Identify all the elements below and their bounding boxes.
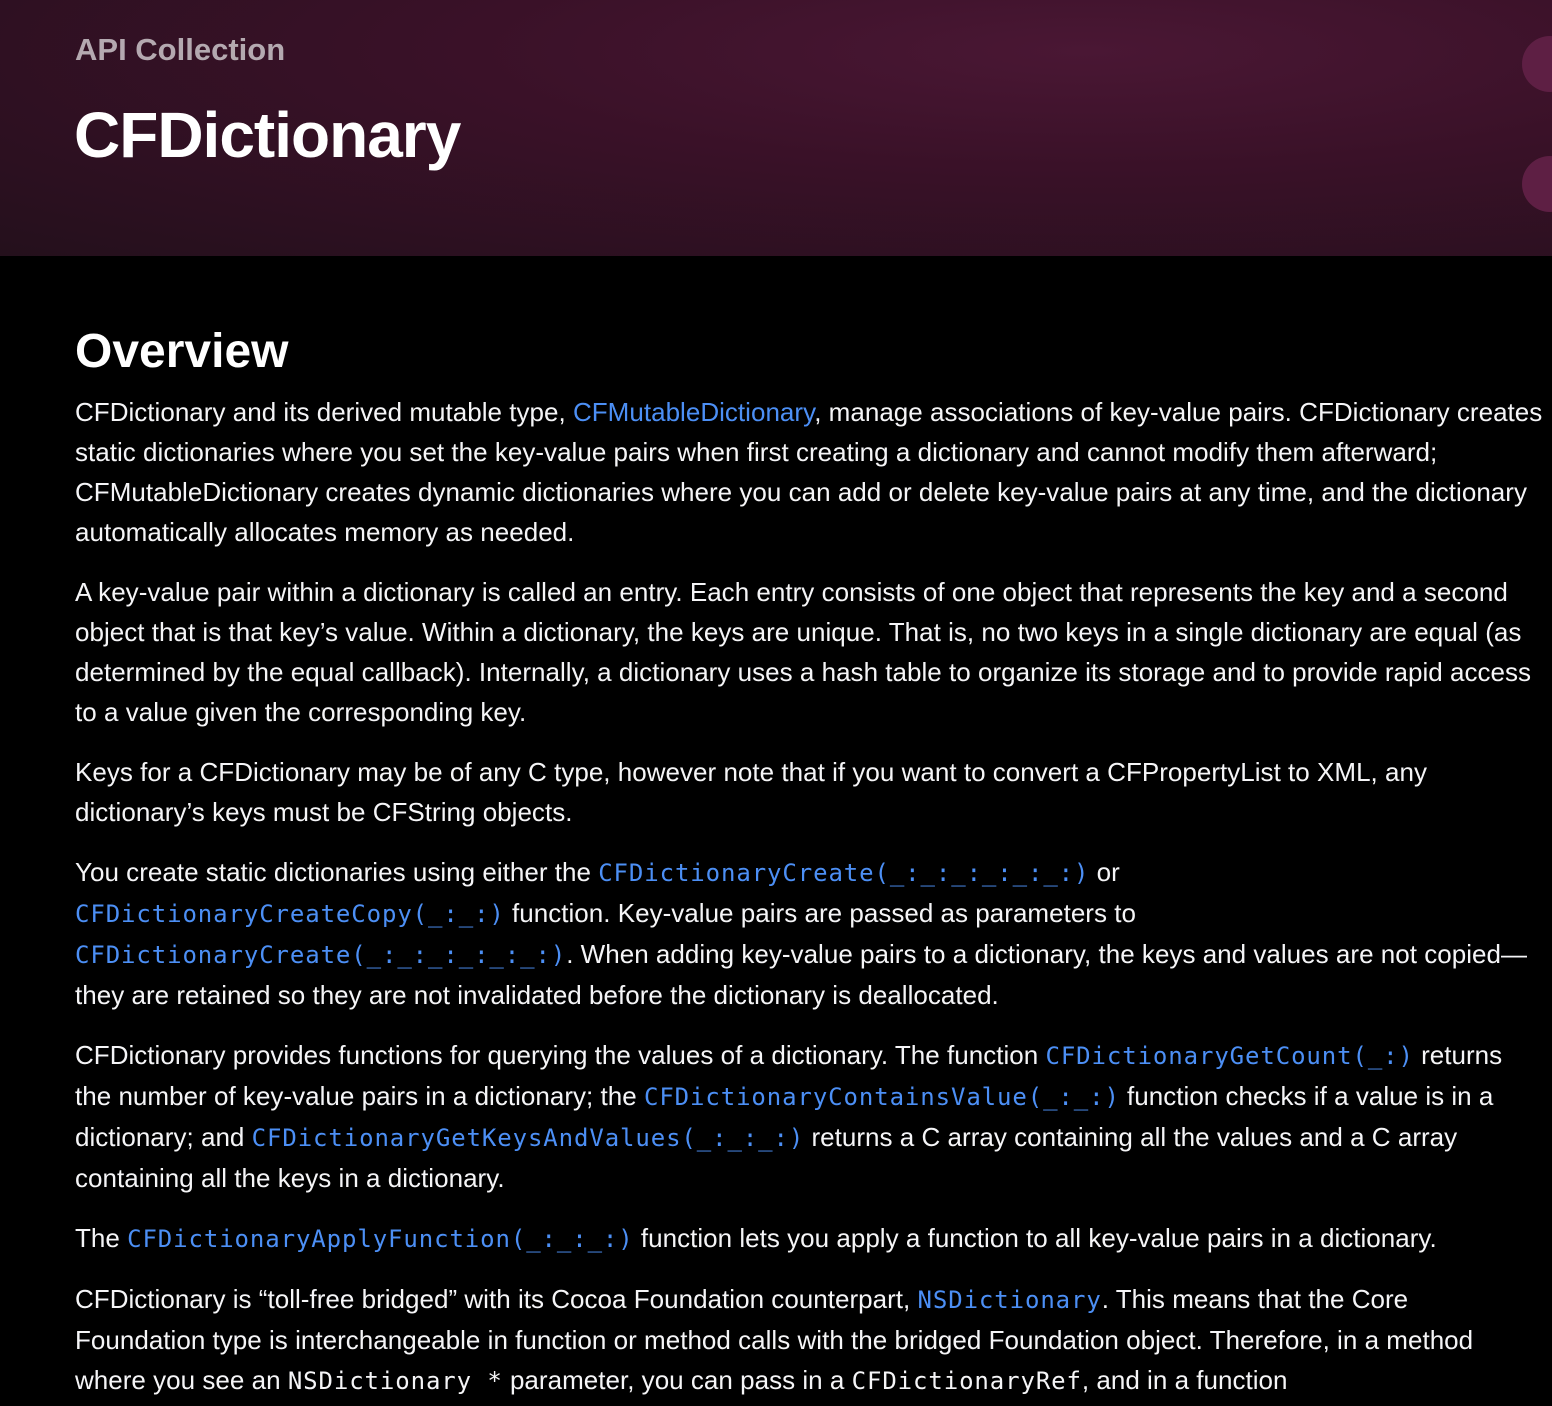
code-cfdictionarycreatecopy: CFDictionaryCreateCopy(_:_:) bbox=[75, 900, 505, 928]
link-cfdictionarycontainsvalue[interactable] bbox=[644, 1081, 1120, 1111]
decorative-circle-bottom bbox=[1522, 156, 1552, 212]
overview-paragraph-5 bbox=[75, 1035, 1545, 1198]
overview-paragraph-4 bbox=[75, 852, 1545, 1015]
text-span: . This means that the Core Foundation type is interchangeable in function or method calls with the bridged Foundation object. Therefore, in a method where you see an bbox=[75, 1284, 1474, 1395]
code-nsdictionary: NSDictionary bbox=[917, 1286, 1102, 1314]
text-span: function lets you apply a function to all key-value pairs in a dictionary. bbox=[633, 1223, 1437, 1253]
link-cfdictionarycreate-2[interactable] bbox=[75, 939, 566, 969]
text-span: CFDictionary provides functions for querying the values of a dictionary. The function bbox=[75, 1040, 1046, 1070]
page-title: CFDictionary bbox=[74, 99, 461, 171]
link-cfdictionarycreate[interactable] bbox=[598, 857, 1089, 887]
text-span: or bbox=[1089, 857, 1120, 887]
overview-paragraph-7 bbox=[75, 1279, 1545, 1401]
text-span: The bbox=[75, 1223, 128, 1253]
text-span: CFDictionary is “toll-free bridged” with its Cocoa Foundation counterpart, bbox=[75, 1284, 918, 1314]
text-span: function checks if a value is in a dictionary; and bbox=[75, 1081, 1494, 1152]
text-span: . When adding key-value pairs to a dictionary, the keys and values are not copied—they are retained so they are not invalidated before the dictionary is deallocated. bbox=[75, 939, 1527, 1010]
code-cfdictionarygetkeysandvalues: CFDictionaryGetKeysAndValues(_:_:_:) bbox=[251, 1124, 805, 1152]
link-cfdictionarycreatecopy[interactable] bbox=[75, 898, 505, 928]
overview-paragraph-1 bbox=[75, 392, 1545, 552]
code-cfdictionarycontainsvalue: CFDictionaryContainsValue(_:_:) bbox=[643, 1083, 1120, 1111]
text-span: returns the number of key-value pairs in a dictionary; the bbox=[75, 1040, 1503, 1111]
overview-paragraph-3: Keys for a CFDictionary may be of any C type, however note that if you want to convert a CFPropertyList to XML, any dictionary’s keys must be CFString objects. bbox=[75, 757, 1428, 827]
overview-heading: Overview bbox=[75, 325, 289, 378]
main-content bbox=[75, 256, 1545, 1401]
link-cfdictionaryapplyfunction[interactable] bbox=[127, 1223, 634, 1253]
code-cfdictionaryref: CFDictionaryRef bbox=[851, 1367, 1082, 1395]
link-cfmutabledictionary[interactable]: CFMutableDictionary bbox=[572, 397, 815, 427]
link-nsdictionary[interactable] bbox=[918, 1284, 1102, 1314]
link-cfdictionarygetcount[interactable] bbox=[1045, 1040, 1413, 1070]
overview-paragraph-6 bbox=[75, 1218, 1545, 1259]
text-span: CFDictionary and its derived mutable type, bbox=[75, 397, 573, 427]
overview-paragraph-2: A key-value pair within a dictionary is called an entry. Each entry consists of one object that represents the key and a second object that is that key’s value. Within a dictionary, the keys are unique. That is, no two keys in a single dictionary are equal (as determined by the equal callback). Internally, a dictionary uses a hash table to organize its storage and to provide rapid access to a value given the corresponding key. bbox=[75, 577, 1532, 727]
text-span: , and in a function bbox=[1081, 1365, 1288, 1395]
text-span: parameter, you can pass in a bbox=[502, 1365, 852, 1395]
page-header bbox=[0, 0, 1552, 256]
link-cfdictionarygetkeysandvalues[interactable] bbox=[252, 1122, 805, 1152]
text-span: , manage associations of key-value pairs. CFDictionary creates static dictionaries where you set the key-value pairs when first creating a dictionary and cannot modify them afterward; CFMutableDictionary creates dynamic dictionaries where you can add or delete key-value pairs at any time, and the dictionary automatically allocates memory as needed. bbox=[75, 397, 1543, 547]
text-span: returns a C array containing all the values and a C array containing all the keys in a dictionary. bbox=[75, 1122, 1458, 1193]
text-span: You create static dictionaries using either the bbox=[75, 857, 599, 887]
code-cfdictionarycreate: CFDictionaryCreate(_:_:_:_:_:_:) bbox=[598, 859, 1090, 887]
page-eyebrow: API Collection bbox=[75, 32, 286, 67]
code-cfdictionarycreate-2: CFDictionaryCreate(_:_:_:_:_:_:) bbox=[75, 941, 567, 969]
text-span: function. Key-value pairs are passed as parameters to bbox=[504, 898, 1136, 928]
decorative-circle-top bbox=[1522, 36, 1552, 92]
code-nsdictionary-pointer: NSDictionary * bbox=[287, 1367, 503, 1395]
code-cfdictionaryapplyfunction: CFDictionaryApplyFunction(_:_:_:) bbox=[127, 1225, 634, 1253]
code-cfdictionarygetcount: CFDictionaryGetCount(_:) bbox=[1045, 1042, 1414, 1070]
